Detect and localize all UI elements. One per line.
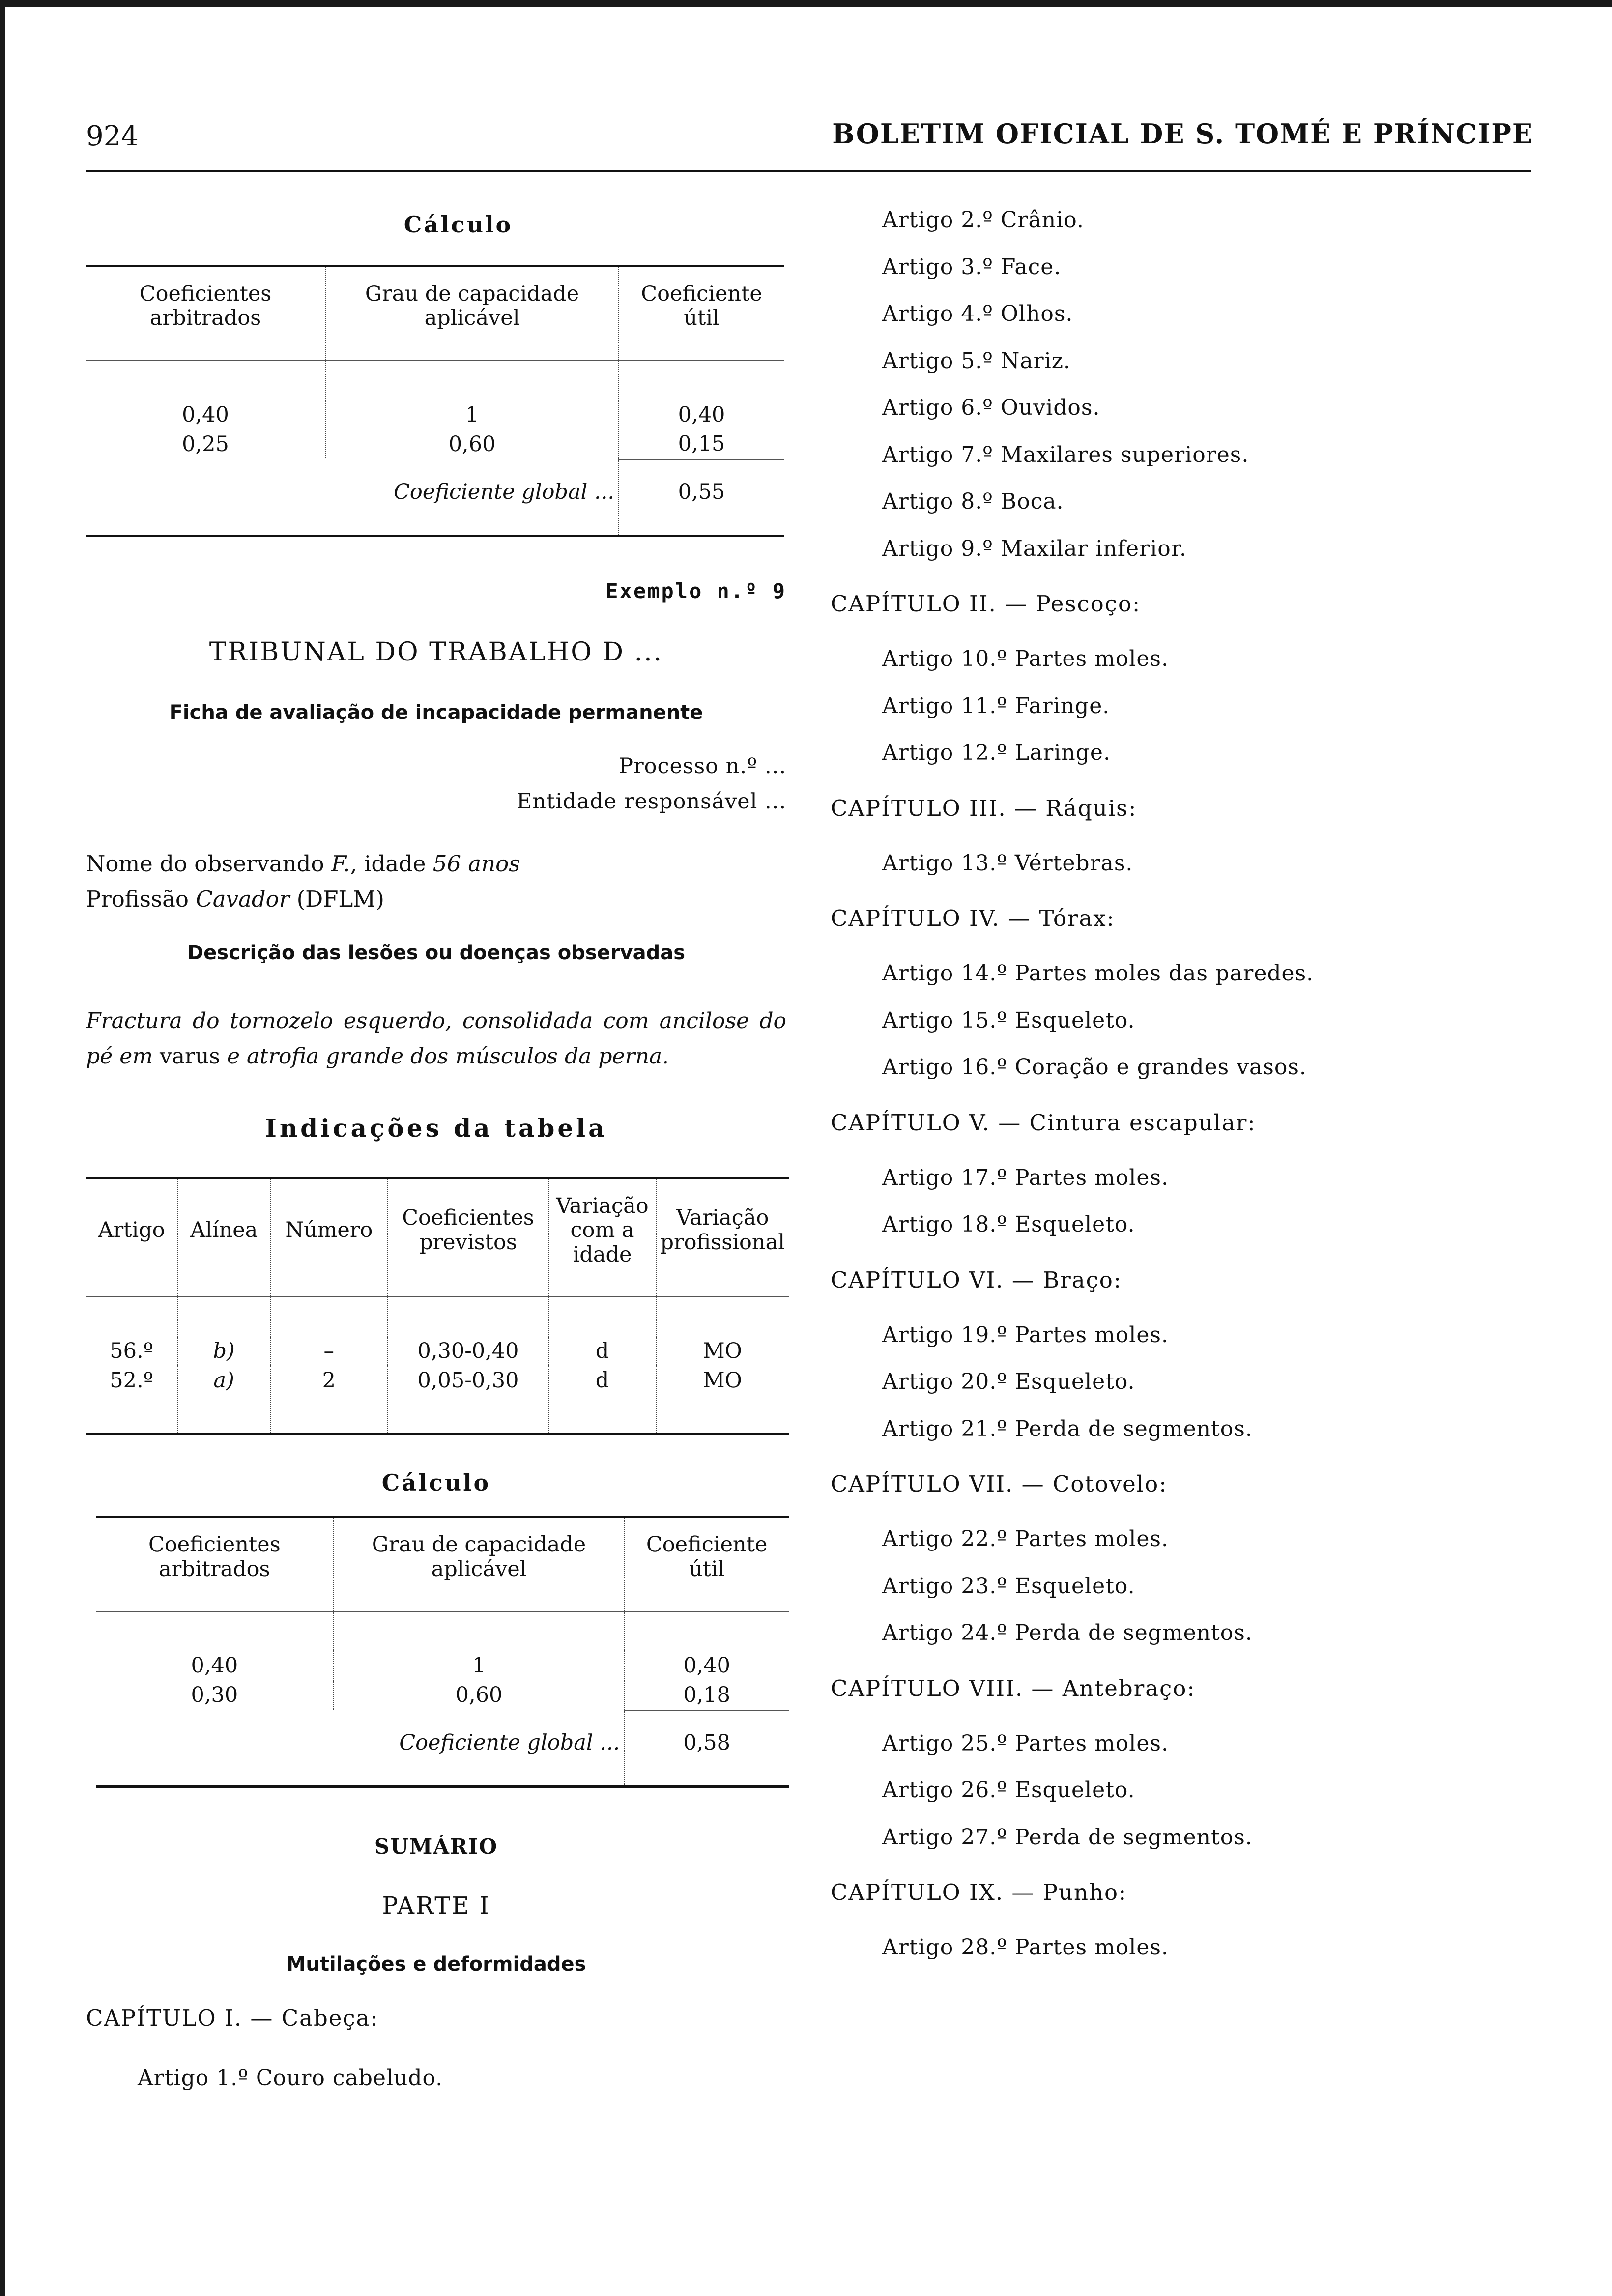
calc1-global-row (86, 459, 784, 536)
calc1-grau: 1 (325, 401, 619, 430)
observed-person (86, 846, 786, 917)
ind-var-idade: d (549, 1366, 656, 1434)
article-item: Artigo 12.º Laringe. (882, 740, 1111, 765)
calc2-title: Cálculo (381, 1469, 491, 1496)
ind-header-var-prof: Variação profissional (656, 1178, 789, 1297)
scan-border-top (0, 0, 1612, 7)
calc2-global-row (96, 1710, 789, 1786)
article-item: Artigo 19.º Partes moles. (882, 1322, 1169, 1348)
ind-coef: 0,05-0,30 (388, 1366, 549, 1434)
summary-title: SUMÁRIO (374, 1834, 498, 1859)
ind-artigo: 56.º (86, 1337, 177, 1366)
chapter-heading: CAPÍTULO IX. — Punho: (831, 1879, 1127, 1905)
chapter-heading: CAPÍTULO III. — Ráquis: (831, 795, 1137, 821)
indications-header-row (86, 1178, 789, 1297)
article-item: Artigo 14.º Partes moles das paredes. (882, 961, 1314, 986)
part-title: PARTE I (382, 1892, 490, 1920)
article-item: Artigo 1.º Couro cabeludo. (138, 2065, 443, 2091)
calc2-coef: 0,30 (96, 1681, 334, 1711)
article-item: Artigo 18.º Esqueleto. (882, 1212, 1135, 1237)
article-item: Artigo 6.º Ouvidos. (882, 395, 1100, 420)
case-meta (86, 748, 786, 819)
calc2-grau: 0,60 (334, 1681, 625, 1711)
calc2-header-coef: Coeficientes arbitrados (96, 1517, 334, 1611)
article-item: Artigo 21.º Perda de segmentos. (882, 1416, 1253, 1441)
calc2-grau: 1 (334, 1651, 625, 1681)
article-item: Artigo 4.º Olhos. (882, 301, 1073, 326)
article-item: Artigo 23.º Esqueleto. (882, 1573, 1135, 1599)
calc2-global-value: 0,58 (624, 1710, 789, 1786)
table-row (96, 1681, 789, 1711)
ind-numero: – (270, 1337, 387, 1366)
indications-title: Indicações da tabela (265, 1113, 607, 1143)
calc2-header-grau: Grau de capacidade aplicável (334, 1517, 625, 1611)
article-item: Artigo 7.º Maxilares superiores. (882, 442, 1249, 467)
calc1-coef: 0,40 (86, 401, 325, 430)
article-item: Artigo 22.º Partes moles. (882, 1526, 1169, 1551)
article-item: Artigo 13.º Vértebras. (882, 850, 1133, 876)
ind-var-prof: MO (656, 1366, 789, 1434)
chapter-heading: CAPÍTULO II. — Pescoço: (831, 591, 1141, 617)
calc1-header-row (86, 266, 784, 361)
article-item: Artigo 24.º Perda de segmentos. (882, 1620, 1253, 1645)
chapter-heading: CAPÍTULO VI. — Braço: (831, 1266, 1123, 1293)
chapter-heading: CAPÍTULO VII. — Cotovelo: (831, 1471, 1168, 1497)
running-title: BOLETIM OFICIAL DE S. TOMÉ E PRÍNCIPE (832, 118, 1533, 149)
calc1-header-grau: Grau de capacidade aplicável (325, 266, 619, 361)
article-item: Artigo 26.º Esqueleto. (882, 1778, 1135, 1803)
calc1-util: 0,40 (678, 402, 725, 427)
article-item: Artigo 27.º Perda de segmentos. (882, 1824, 1253, 1850)
calc2-table (96, 1516, 789, 1788)
left-column (86, 197, 786, 2091)
calc1-util: 0,15 (678, 431, 725, 457)
chapter-heading: CAPÍTULO IV. — Tórax: (831, 905, 1115, 931)
article-item: Artigo 25.º Partes moles. (882, 1730, 1169, 1756)
calc2-util: 0,40 (683, 1653, 731, 1678)
ind-header-alinea: Alínea (177, 1178, 270, 1297)
nome-line: Nome do observando F., idade 56 anos (86, 850, 520, 877)
chapter-heading: CAPÍTULO VIII. — Antebraço: (831, 1675, 1196, 1701)
article-item: Artigo 5.º Nariz. (882, 348, 1071, 373)
ind-header-artigo: Artigo (86, 1178, 177, 1297)
calc1-header-util: Coeficiente útil (619, 266, 784, 361)
calc2-coef: 0,40 (96, 1651, 334, 1681)
calc2-header-row (96, 1517, 789, 1611)
chapter-heading: CAPÍTULO V. — Cintura escapular: (831, 1109, 1256, 1136)
article-item: Artigo 17.º Partes moles. (882, 1165, 1169, 1190)
table-row (96, 1651, 789, 1681)
right-column (831, 197, 1533, 1971)
ind-alinea: a) (177, 1366, 270, 1434)
calc1-grau: 0,60 (325, 430, 619, 459)
ind-artigo: 52.º (86, 1366, 177, 1434)
article-item: Artigo 15.º Esqueleto. (882, 1007, 1135, 1033)
article-item: Artigo 10.º Partes moles. (882, 646, 1169, 671)
ind-alinea: b) (177, 1337, 270, 1366)
calc1-global-label: Coeficiente global ... (325, 459, 619, 536)
description-heading: Descrição das lesões ou doenças observadas (187, 941, 686, 964)
calc1-title: Cálculo (403, 211, 513, 238)
page-number: 924 (86, 120, 139, 152)
article-item: Artigo 3.º Face. (882, 254, 1062, 280)
ind-var-prof: MO (703, 1338, 742, 1363)
processo-line: Processo n.º ... (619, 753, 786, 778)
example-number: Exemplo n.º 9 (605, 578, 786, 603)
article-item: Artigo 9.º Maxilar inferior. (882, 536, 1187, 561)
article-item: Artigo 20.º Esqueleto. (882, 1369, 1135, 1394)
ind-header-numero: Número (270, 1178, 387, 1297)
calc2-header-util: Coeficiente útil (624, 1517, 789, 1611)
scan-border-left (0, 0, 5, 2296)
profissao-line: Profissão Cavador (DFLM) (86, 886, 384, 912)
section-title: Mutilações e deformidades (286, 1952, 586, 1976)
tribunal-title: TRIBUNAL DO TRABALHO D ... (209, 637, 663, 667)
chapter-heading: CAPÍTULO I. — Cabeça: (86, 2005, 379, 2031)
ind-numero: 2 (270, 1366, 387, 1434)
calc1-coef: 0,25 (86, 430, 325, 459)
ind-header-coef: Coeficientes previstos (388, 1178, 549, 1297)
header-rule (86, 170, 1531, 172)
entidade-line: Entidade responsável ... (517, 789, 786, 814)
calc2-global-label: Coeficiente global ... (334, 1710, 625, 1786)
article-item: Artigo 2.º Crânio. (882, 207, 1084, 232)
table-row (86, 401, 784, 430)
article-item: Artigo 16.º Coração e grandes vasos. (882, 1055, 1307, 1080)
article-item: Artigo 28.º Partes moles. (882, 1935, 1169, 1960)
ind-var-idade: d (549, 1337, 656, 1366)
calc2-util: 0,18 (683, 1682, 731, 1707)
article-item: Artigo 8.º Boca. (882, 489, 1064, 514)
calc1-header-coef: Coeficientes arbitrados (86, 266, 325, 361)
indications-table (86, 1177, 789, 1435)
calc1-global-value: 0,55 (619, 459, 784, 536)
description-text: Fractura do tornozelo esquerdo, consolidada com ancilose do pé em varus e atrofia grande dos músculos da perna. (86, 1008, 786, 1069)
calc1-table (86, 265, 784, 537)
table-row (86, 1337, 789, 1366)
article-item: Artigo 11.º Faringe. (882, 693, 1110, 718)
ind-coef: 0,30-0,40 (388, 1337, 549, 1366)
table-row (86, 1366, 789, 1434)
form-title: Ficha de avaliação de incapacidade permanente (169, 701, 703, 724)
table-row (86, 430, 784, 459)
ind-header-var-idade: Variação com a idade (549, 1178, 656, 1297)
